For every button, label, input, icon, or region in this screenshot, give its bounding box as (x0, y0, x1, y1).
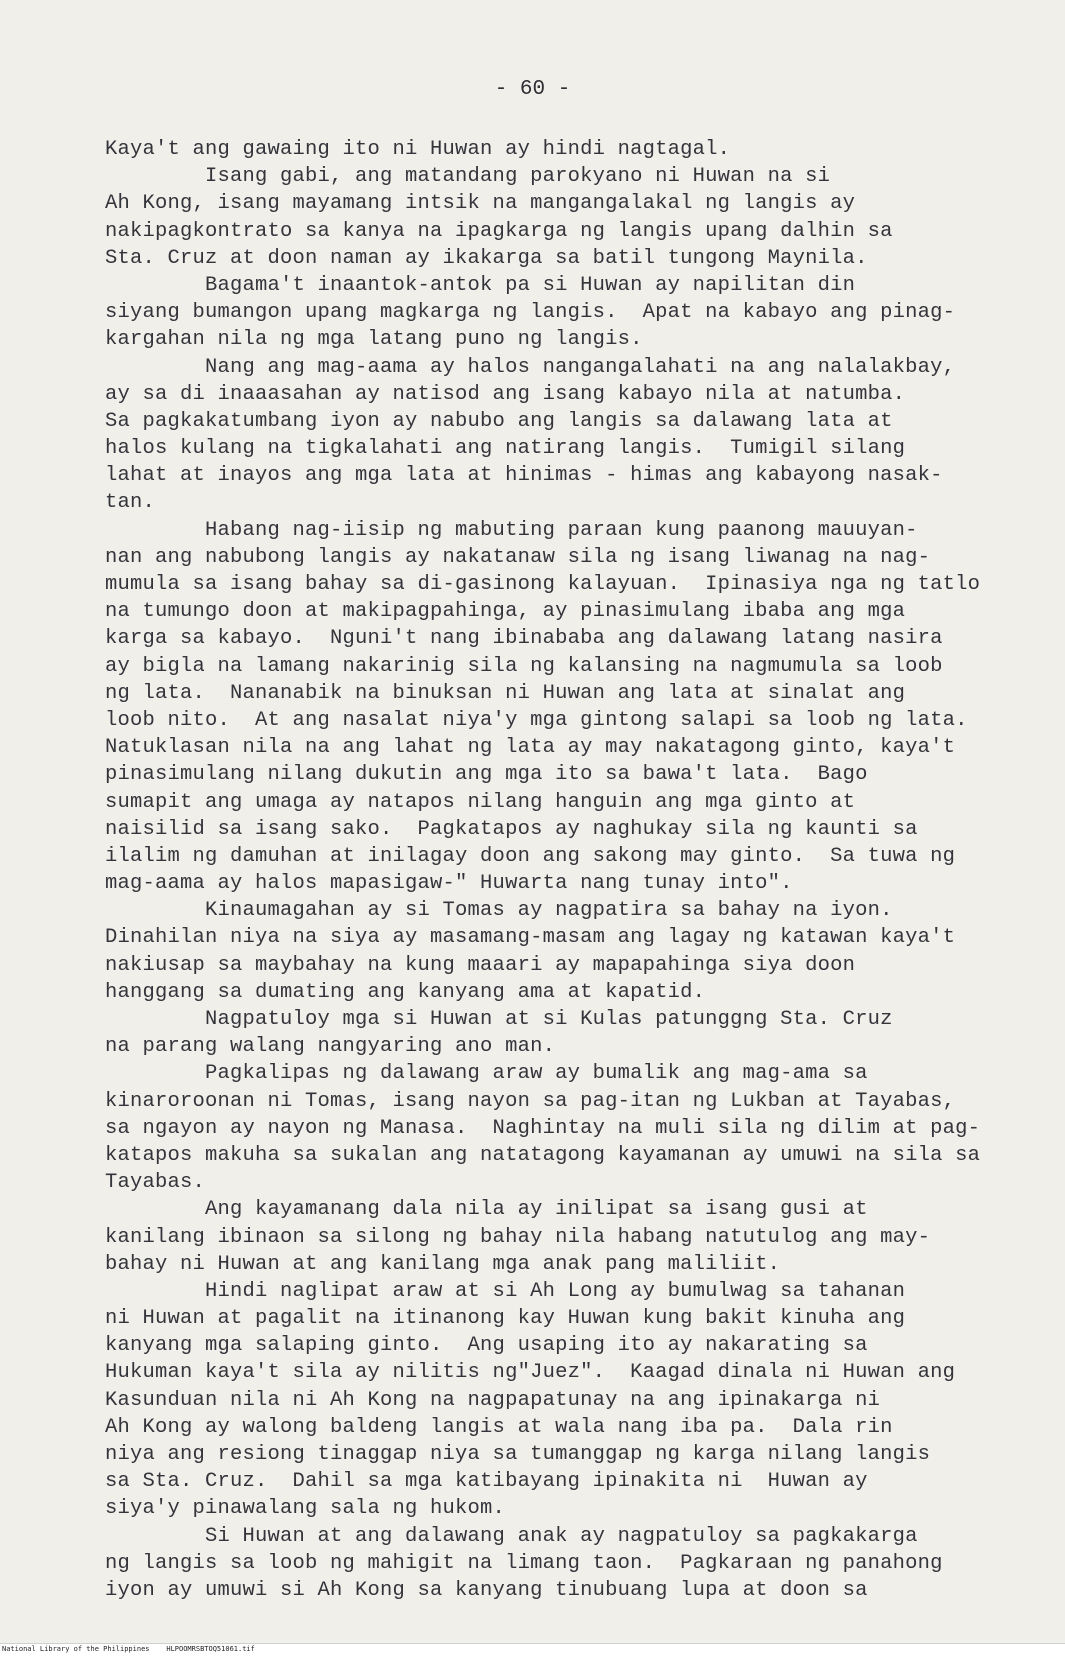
text-line: Pagkalipas ng dalawang araw ay bumalik ang mag-ama sa (105, 1062, 868, 1086)
page-body-text (105, 136, 1050, 1604)
text-line: nan ang nabubong langis ay nakatanaw sila ng isang liwanag na nag- (105, 545, 931, 569)
scan-source-label: National Library of the Philippines HLPOOMRSBTOQ51061.tif (2, 1645, 255, 1653)
text-line: Hukuman kaya't sila ay nilitis ng"Juez". Kaagad dinala ni Huwan ang (105, 1361, 956, 1385)
text-line: ay bigla na lamang nakarinig sila ng kalansing na nagmumula sa loob (105, 654, 943, 678)
text-line: sa ngayon ay nayon ng Manasa. Naghintay na muli sila ng dilim at pag- (105, 1116, 981, 1140)
text-line: loob nito. At ang nasalat niya'y mga gintong salapi sa loob ng lata. (105, 708, 968, 732)
text-line: Kasunduan nila ni Ah Kong na nagpapatunay na ang ipinakarga ni (105, 1388, 881, 1412)
text-line: Dinahilan niya na siya ay masamang-masam ang lagay ng katawan kaya't (105, 926, 956, 950)
text-line: Ang kayamanang dala nila ay inilipat sa isang gusi at (105, 1198, 868, 1222)
text-line: kanyang mga salaping ginto. Ang usaping ito ay nakarating sa (105, 1334, 868, 1358)
text-line: ilalim ng damuhan at inilagay doon ang sakong may ginto. Sa tuwa ng (105, 844, 956, 868)
text-line: Ah Kong, isang mayamang intsik na mangangalakal ng langis ay (105, 192, 856, 216)
text-line: lahat at inayos ang mga lata at hinimas - himas ang kabayong nasak- (105, 464, 943, 488)
text-line: Hindi naglipat araw at si Ah Long ay bumulwag sa tahanan (105, 1279, 906, 1303)
text-line: karga sa kabayo. Nguni't nang ibinababa ang dalawang latang nasira (105, 627, 943, 651)
text-line: Ah Kong ay walong baldeng langis at wala nang iba pa. Dala rin (105, 1415, 893, 1439)
text-line: halos kulang na tigkalahati ang natirang langis. Tumigil silang (105, 437, 906, 461)
text-line: kanilang ibinaon sa silong ng bahay nila habang natutulog ang may- (105, 1225, 931, 1249)
text-line: bahay ni Huwan at ang kanilang mga anak pang maliliit. (105, 1252, 781, 1276)
text-line: naisilid sa isang sako. Pagkatapos ay naghukay sila ng kaunti sa (105, 817, 918, 841)
text-line: kinaroroonan ni Tomas, isang nayon sa pag-itan ng Lukban at Tayabas, (105, 1089, 956, 1113)
text-line: pinasimulang nilang dukutin ang mga ito sa bawa't lata. Bago (105, 763, 868, 787)
text-line: ay sa di inaaasahan ay natisod ang isang kabayo nila at natumba. (105, 382, 906, 406)
text-line: kargahan nila ng mga latang puno ng langis. (105, 328, 643, 352)
page-number: - 60 - (494, 78, 571, 101)
text-line: sumapit ang umaga ay natapos nilang hanguin ang mga ginto at (105, 790, 856, 814)
text-line: Kaya't ang gawaing ito ni Huwan ay hindi nagtagal. (105, 138, 731, 161)
text-line: na parang walang nangyaring ano man. (105, 1035, 556, 1059)
text-line: Kinaumagahan ay si Tomas ay nagpatira sa bahay na iyon. (105, 899, 893, 923)
text-line: nakiusap sa maybahay na kung maaari ay mapapahinga siya doon (105, 953, 856, 977)
text-line: ng lata. Nananabik na binuksan ni Huwan ang lata at sinalat ang (105, 681, 906, 705)
text-line: niya ang resiong tinaggap niya sa tumanggap ng karga nilang langis (105, 1443, 931, 1466)
text-line: iyon ay umuwi si Ah Kong sa kanyang tinubuang lupa at doon sa (105, 1578, 868, 1602)
text-line: Tayabas. (105, 1171, 206, 1195)
text-line: ng langis sa loob ng mahigit na limang taon. Pagkaraan ng panahong (105, 1551, 943, 1575)
text-line: sa Sta. Cruz. Dahil sa mga katibayang ipinakita ni Huwan ay (105, 1470, 868, 1494)
text-line: Nang ang mag-aama ay halos nangangalahati na ang nalalakbay, (105, 355, 956, 379)
text-line: hanggang sa dumating ang kanyang ama at kapatid. (105, 980, 706, 1004)
text-line: siyang bumangon upang magkarga ng langis. Apat na kabayo ang pinag- (105, 301, 956, 325)
text-line: Sa pagkakatumbang iyon ay nabubo ang langis sa dalawang lata at (105, 409, 893, 433)
text-line: Nagpatuloy mga si Huwan at si Kulas patunggng Sta. Cruz (105, 1008, 893, 1031)
text-line: tan. (105, 491, 156, 515)
text-line: Bagama't inaantok-antok pa si Huwan ay napilitan din (105, 273, 856, 297)
text-line: siya'y pinawalang sala ng hukom. (105, 1497, 506, 1521)
text-line: Natuklasan nila na ang lahat ng lata ay may nakatagong ginto, kaya't (105, 736, 956, 760)
text-line: na tumungo doon at makipagpahinga, ay pinasimulang ibaba ang mga (105, 600, 906, 624)
text-line: katapos makuha sa sukalan ang natatagong kayamanan ay umuwi na sila sa (105, 1143, 981, 1167)
text-line: nakipagkontrato sa kanya na ipagkarga ng langis upang dalhin sa (105, 219, 893, 243)
text-line: Si Huwan at ang dalawang anak ay nagpatuloy sa pagkakarga (105, 1524, 918, 1548)
text-line: Habang nag-iisip ng mabuting paraan kung paanong mauuyan- (105, 518, 918, 542)
text-line: ni Huwan at pagalit na itinanong kay Huwan kung bakit kinuha ang (105, 1307, 906, 1331)
text-line: Isang gabi, ang matandang parokyano ni Huwan na si (105, 165, 831, 189)
text-line: mumula sa isang bahay sa di-gasinong kalayuan. Ipinasiya nga ng tatlo (105, 573, 981, 596)
text-line: Sta. Cruz at doon naman ay ikakarga sa batil tungong Maynila. (105, 246, 868, 270)
text-line: mag-aama ay halos mapasigaw-" Huwarta nang tunay into". (105, 872, 793, 896)
scan-footer (0, 1643, 1065, 1659)
